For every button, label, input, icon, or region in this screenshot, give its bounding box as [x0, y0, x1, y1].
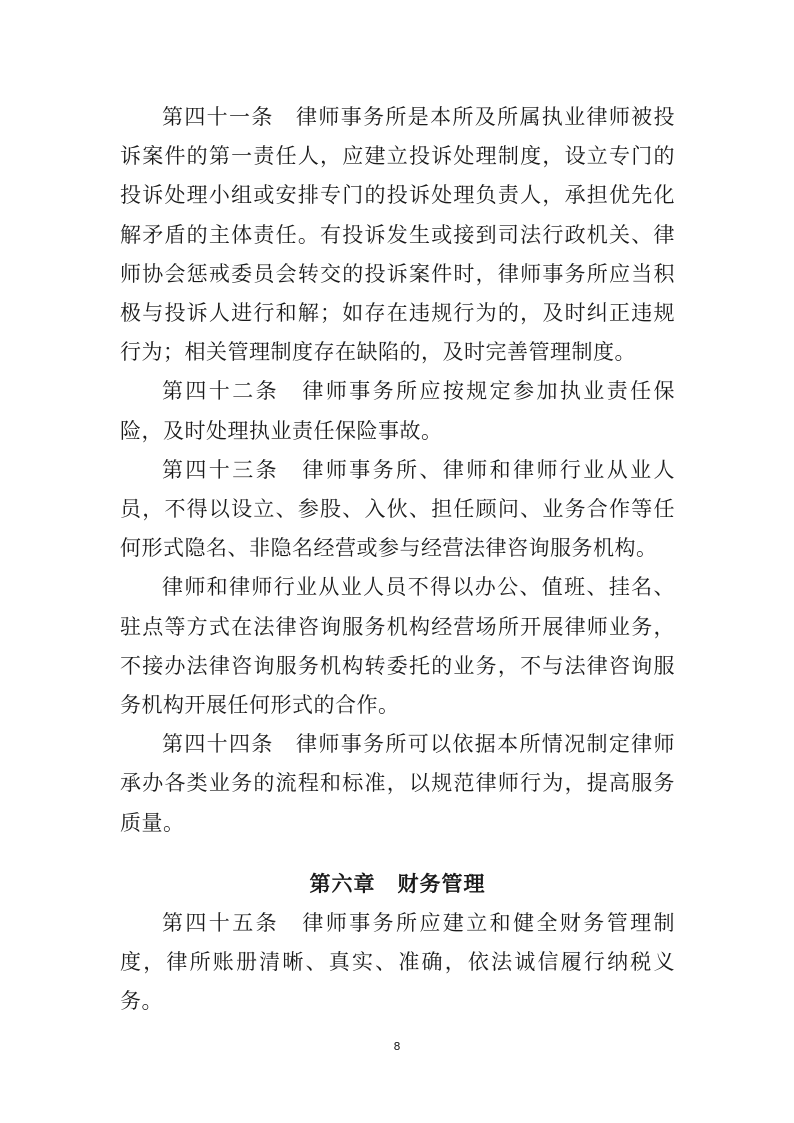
article-41: 第四十一条 律师事务所是本所及所属执业律师被投诉案件的第一责任人，应建立投诉处理制度，设立专门的投诉处理小组或安排专门的投诉处理负责人，承担优先化解矛盾的主体责任。有投诉发生或接到司法行政机关、律师协会惩戒委员会转交的投诉案件时，律师事务所应当积极与投诉人进行和解；如存在违规行为的，及时纠正违规行为；相关管理制度存在缺陷的，及时完善管理制度。: [120, 105, 675, 365]
document-body: [120, 98, 675, 1022]
article-42: 第四十二条 律师事务所应按规定参加执业责任保险，及时处理执业责任保险事故。: [120, 379, 675, 443]
page-number: 8: [393, 1040, 401, 1053]
article-45: 第四十五条 律师事务所应建立和健全财务管理制度，律所账册清晰、真实、准确，依法诚信履行纳税义务。: [120, 911, 675, 1014]
article-43: 第四十三条 律师事务所、律师和律师行业从业人员，不得以设立、参股、入伙、担任顾问、业务合作等任何形式隐名、非隐名经营或参与经营法律咨询服务机构。: [120, 457, 675, 561]
chapter-title: 第六章 财务管理: [309, 871, 486, 896]
article-44: 第四十四条 律师事务所可以依据本所情况制定律师承办各类业务的流程和标准，以规范律师行为，提高服务质量。: [120, 732, 675, 835]
article-43-paragraph-2: 律师和律师行业从业人员不得以办公、值班、挂名、驻点等方式在法律咨询服务机构经营场所开展律师业务，不接办法律咨询服务机构转委托的业务，不与法律咨询服务机构开展任何形式的合作。: [120, 575, 675, 718]
